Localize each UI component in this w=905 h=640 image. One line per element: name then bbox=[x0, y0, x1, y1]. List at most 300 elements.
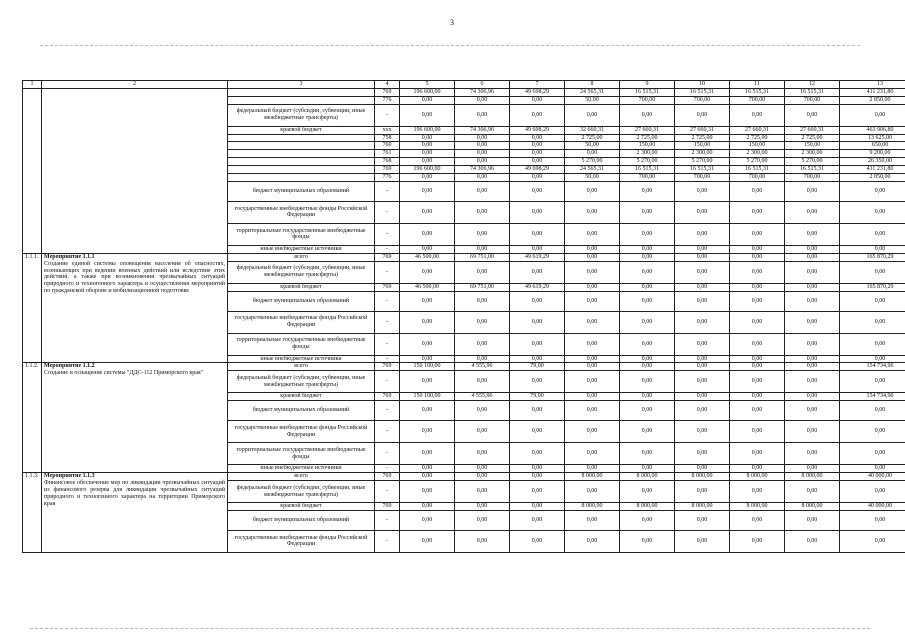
code-cell: - bbox=[375, 311, 400, 333]
value-cell: 8 000,00 bbox=[620, 473, 675, 481]
value-cell: 0,00 bbox=[785, 371, 840, 393]
code-cell: - bbox=[375, 401, 400, 421]
value-cell: 0,00 bbox=[400, 96, 455, 104]
value-cell: 49 698,29 bbox=[510, 126, 565, 134]
value-cell: 0,00 bbox=[730, 393, 785, 401]
total-cell: 40 000,00 bbox=[840, 473, 905, 481]
total-cell: 0,00 bbox=[840, 443, 905, 465]
value-cell: 74 306,96 bbox=[455, 88, 510, 96]
source-cell: бюджет муниципальных образований bbox=[228, 401, 375, 421]
value-cell: 0,00 bbox=[510, 174, 565, 182]
code-cell: - bbox=[375, 371, 400, 393]
source-cell bbox=[228, 150, 375, 158]
activity-description: Создание и оснащение системы "ДДС-112 Приморского края" bbox=[44, 370, 204, 377]
value-cell: 0,00 bbox=[455, 530, 510, 552]
value-cell: 8 000,00 bbox=[785, 503, 840, 511]
table-row bbox=[23, 253, 905, 261]
source-cell bbox=[228, 174, 375, 182]
value-cell: 0,00 bbox=[675, 355, 730, 363]
value-cell: 0,00 bbox=[455, 465, 510, 473]
value-cell: 0,00 bbox=[675, 465, 730, 473]
value-cell: 16 515,31 bbox=[620, 166, 675, 174]
value-cell: 0,00 bbox=[785, 253, 840, 261]
value-cell: 150,00 bbox=[675, 142, 730, 150]
value-cell: 700,00 bbox=[620, 96, 675, 104]
value-cell: 0,00 bbox=[785, 530, 840, 552]
value-cell: 0,00 bbox=[730, 443, 785, 465]
dashed-rule-bottom bbox=[30, 628, 870, 629]
value-cell: 0,00 bbox=[785, 393, 840, 401]
value-cell: 0,00 bbox=[730, 355, 785, 363]
source-cell: всего bbox=[228, 363, 375, 371]
code-cell: - bbox=[375, 261, 400, 283]
code-cell: ххх bbox=[375, 126, 400, 134]
value-cell: 0,00 bbox=[785, 311, 840, 333]
value-cell: 0,00 bbox=[675, 283, 730, 291]
total-cell: 26 350,00 bbox=[840, 158, 905, 166]
value-cell: 0,00 bbox=[675, 201, 730, 223]
total-cell: 0,00 bbox=[840, 333, 905, 355]
value-cell: 0,00 bbox=[565, 283, 620, 291]
value-cell: 0,00 bbox=[400, 150, 455, 158]
value-cell: 46 500,00 bbox=[400, 253, 455, 261]
value-cell: 0,00 bbox=[785, 421, 840, 443]
header-cell: 6 bbox=[455, 81, 510, 89]
source-cell: иные внебюджетные источники bbox=[228, 465, 375, 473]
source-cell: территориальные государственные внебюджетные фонды bbox=[228, 443, 375, 465]
activity-id: 1.1.1. bbox=[23, 253, 42, 363]
source-cell: федеральный бюджет (субсидии, субвенции, иные межбюджетные трансферты) bbox=[228, 481, 375, 503]
value-cell: 4 555,96 bbox=[455, 393, 510, 401]
value-cell: 0,00 bbox=[400, 134, 455, 142]
value-cell: 0,00 bbox=[510, 261, 565, 283]
value-cell: 0,00 bbox=[620, 355, 675, 363]
value-cell: 74 306,96 bbox=[455, 166, 510, 174]
header-cell: 12 bbox=[785, 81, 840, 89]
value-cell: 0,00 bbox=[620, 481, 675, 503]
value-cell: 0,00 bbox=[400, 371, 455, 393]
value-cell: 0,00 bbox=[730, 481, 785, 503]
value-cell: 0,00 bbox=[620, 181, 675, 201]
code-cell: - bbox=[375, 510, 400, 530]
value-cell: 150 100,00 bbox=[400, 393, 455, 401]
value-cell: 0,00 bbox=[510, 421, 565, 443]
total-cell: 0,00 bbox=[840, 355, 905, 363]
code-cell: - bbox=[375, 443, 400, 465]
total-cell: 40 000,00 bbox=[840, 503, 905, 511]
value-cell: 0,00 bbox=[455, 503, 510, 511]
value-cell: 0,00 bbox=[620, 261, 675, 283]
value-cell: 0,00 bbox=[455, 181, 510, 201]
value-cell: 0,00 bbox=[510, 503, 565, 511]
value-cell: 0,00 bbox=[455, 134, 510, 142]
value-cell: 16 515,31 bbox=[785, 166, 840, 174]
value-cell: 196 600,00 bbox=[400, 88, 455, 96]
value-cell: 0,00 bbox=[400, 311, 455, 333]
value-cell: 0,00 bbox=[565, 311, 620, 333]
id-cell-empty bbox=[23, 88, 42, 253]
total-cell: 9 200,00 bbox=[840, 150, 905, 158]
value-cell: 0,00 bbox=[455, 261, 510, 283]
value-cell: 2 725,00 bbox=[620, 134, 675, 142]
total-cell: 0,00 bbox=[840, 311, 905, 333]
source-cell: бюджет муниципальных образований bbox=[228, 181, 375, 201]
value-cell: 49 619,29 bbox=[510, 253, 565, 261]
value-cell: 0,00 bbox=[620, 371, 675, 393]
value-cell: 0,00 bbox=[675, 333, 730, 355]
value-cell: 0,00 bbox=[400, 401, 455, 421]
source-cell: бюджет муниципальных образований bbox=[228, 291, 375, 311]
header-cell: 8 bbox=[565, 81, 620, 89]
value-cell: 0,00 bbox=[455, 421, 510, 443]
desc-cell-empty bbox=[42, 88, 228, 253]
value-cell: 0,00 bbox=[400, 261, 455, 283]
total-cell: 0,00 bbox=[840, 371, 905, 393]
value-cell: 0,00 bbox=[675, 371, 730, 393]
total-cell: 411 231,80 bbox=[840, 88, 905, 96]
value-cell: 5 270,00 bbox=[785, 158, 840, 166]
value-cell: 5 270,00 bbox=[620, 158, 675, 166]
total-cell: 463 906,80 bbox=[840, 126, 905, 134]
value-cell: 50,00 bbox=[565, 174, 620, 182]
activity-desc-cell bbox=[42, 363, 228, 473]
total-cell: 0,00 bbox=[840, 465, 905, 473]
value-cell: 0,00 bbox=[510, 333, 565, 355]
header-cell: 4 bbox=[375, 81, 400, 89]
total-cell: 0,00 bbox=[840, 201, 905, 223]
value-cell: 0,00 bbox=[510, 510, 565, 530]
value-cell: 0,00 bbox=[620, 201, 675, 223]
total-cell: 0,00 bbox=[840, 245, 905, 253]
value-cell: 0,00 bbox=[785, 333, 840, 355]
value-cell: 0,00 bbox=[510, 150, 565, 158]
value-cell: 0,00 bbox=[620, 530, 675, 552]
value-cell: 0,00 bbox=[510, 311, 565, 333]
value-cell: 700,00 bbox=[675, 174, 730, 182]
value-cell: 0,00 bbox=[455, 510, 510, 530]
total-cell: 0,00 bbox=[840, 530, 905, 552]
table-row bbox=[23, 473, 905, 481]
value-cell: 16 515,31 bbox=[785, 88, 840, 96]
value-cell: 8 000,00 bbox=[620, 503, 675, 511]
value-cell: 0,00 bbox=[730, 363, 785, 371]
budget-table bbox=[22, 80, 905, 553]
value-cell: 0,00 bbox=[730, 401, 785, 421]
code-cell: - bbox=[375, 481, 400, 503]
header-cell: 11 bbox=[730, 81, 785, 89]
value-cell: 2 300,00 bbox=[785, 150, 840, 158]
value-cell: 50,00 bbox=[565, 96, 620, 104]
source-cell bbox=[228, 88, 375, 96]
source-cell: иные внебюджетные источники bbox=[228, 355, 375, 363]
activity-desc-cell bbox=[42, 253, 228, 363]
total-cell: 0,00 bbox=[840, 510, 905, 530]
code-cell: 758 bbox=[375, 134, 400, 142]
value-cell: 0,00 bbox=[510, 96, 565, 104]
value-cell: 0,00 bbox=[455, 355, 510, 363]
value-cell: 0,00 bbox=[510, 245, 565, 253]
code-cell: - bbox=[375, 421, 400, 443]
value-cell: 0,00 bbox=[400, 530, 455, 552]
code-cell: - bbox=[375, 181, 400, 201]
value-cell: 0,00 bbox=[565, 393, 620, 401]
value-cell: 0,00 bbox=[675, 104, 730, 126]
dashed-rule-top bbox=[40, 45, 860, 46]
value-cell: 0,00 bbox=[565, 223, 620, 245]
value-cell: 0,00 bbox=[675, 510, 730, 530]
value-cell: 0,00 bbox=[400, 245, 455, 253]
code-cell: 769 bbox=[375, 283, 400, 291]
code-cell: 776 bbox=[375, 174, 400, 182]
activity-title: Мероприятие 1.1.3 bbox=[44, 473, 95, 480]
value-cell: 0,00 bbox=[785, 283, 840, 291]
value-cell: 0,00 bbox=[565, 363, 620, 371]
value-cell: 0,00 bbox=[455, 142, 510, 150]
value-cell: 24 565,31 bbox=[565, 88, 620, 96]
value-cell: 0,00 bbox=[455, 481, 510, 503]
value-cell: 32 660,31 bbox=[565, 126, 620, 134]
value-cell: 2 725,00 bbox=[565, 134, 620, 142]
page-number: 3 bbox=[450, 18, 454, 27]
value-cell: 0,00 bbox=[400, 481, 455, 503]
activity-title: Мероприятие 1.1.1 bbox=[44, 253, 95, 260]
value-cell: 74 306,96 bbox=[455, 126, 510, 134]
source-cell bbox=[228, 142, 375, 150]
value-cell: 150 100,00 bbox=[400, 363, 455, 371]
header-cell: 9 bbox=[620, 81, 675, 89]
value-cell: 2 300,00 bbox=[730, 150, 785, 158]
value-cell: 0,00 bbox=[785, 481, 840, 503]
value-cell: 46 500,00 bbox=[400, 283, 455, 291]
total-cell: 0,00 bbox=[840, 261, 905, 283]
value-cell: 0,00 bbox=[455, 443, 510, 465]
total-cell: 154 734,96 bbox=[840, 393, 905, 401]
value-cell: 0,00 bbox=[455, 245, 510, 253]
value-cell: 0,00 bbox=[730, 291, 785, 311]
value-cell: 0,00 bbox=[565, 443, 620, 465]
value-cell: 0,00 bbox=[455, 473, 510, 481]
value-cell: 0,00 bbox=[785, 401, 840, 421]
total-cell: 0,00 bbox=[840, 291, 905, 311]
value-cell: 0,00 bbox=[620, 311, 675, 333]
total-cell: 0,00 bbox=[840, 223, 905, 245]
total-cell: 2 850,00 bbox=[840, 96, 905, 104]
value-cell: 79,00 bbox=[510, 363, 565, 371]
value-cell: 0,00 bbox=[620, 283, 675, 291]
header-row bbox=[23, 81, 905, 89]
value-cell: 0,00 bbox=[730, 421, 785, 443]
source-cell: краевой бюджет bbox=[228, 503, 375, 511]
value-cell: 0,00 bbox=[675, 253, 730, 261]
value-cell: 0,00 bbox=[400, 503, 455, 511]
value-cell: 0,00 bbox=[565, 510, 620, 530]
value-cell: 700,00 bbox=[785, 96, 840, 104]
value-cell: 0,00 bbox=[675, 311, 730, 333]
value-cell: 700,00 bbox=[620, 174, 675, 182]
total-cell: 165 870,29 bbox=[840, 253, 905, 261]
activity-desc-cell bbox=[42, 473, 228, 553]
value-cell: 5 270,00 bbox=[730, 158, 785, 166]
total-cell: 0,00 bbox=[840, 104, 905, 126]
value-cell: 0,00 bbox=[510, 201, 565, 223]
code-cell: - bbox=[375, 333, 400, 355]
value-cell: 700,00 bbox=[785, 174, 840, 182]
value-cell: 0,00 bbox=[785, 355, 840, 363]
value-cell: 69 751,00 bbox=[455, 283, 510, 291]
source-cell: краевой бюджет bbox=[228, 283, 375, 291]
value-cell: 0,00 bbox=[785, 363, 840, 371]
value-cell: 8 000,00 bbox=[785, 473, 840, 481]
value-cell: 69 751,00 bbox=[455, 253, 510, 261]
value-cell: 27 660,31 bbox=[730, 126, 785, 134]
value-cell: 0,00 bbox=[620, 223, 675, 245]
value-cell: 0,00 bbox=[675, 481, 730, 503]
value-cell: 0,00 bbox=[785, 291, 840, 311]
value-cell: 0,00 bbox=[455, 201, 510, 223]
value-cell: 0,00 bbox=[510, 443, 565, 465]
value-cell: 0,00 bbox=[620, 393, 675, 401]
value-cell: 0,00 bbox=[730, 181, 785, 201]
value-cell: 0,00 bbox=[400, 201, 455, 223]
value-cell: 0,00 bbox=[675, 181, 730, 201]
value-cell: 0,00 bbox=[455, 371, 510, 393]
value-cell: 0,00 bbox=[565, 401, 620, 421]
code-cell: - bbox=[375, 104, 400, 126]
value-cell: 196 600,00 bbox=[400, 126, 455, 134]
value-cell: 700,00 bbox=[730, 96, 785, 104]
value-cell: 0,00 bbox=[620, 104, 675, 126]
value-cell: 0,00 bbox=[730, 223, 785, 245]
activity-id: 1.1.2. bbox=[23, 363, 42, 473]
source-cell: федеральный бюджет (субсидии, субвенции, иные межбюджетные трансферты) bbox=[228, 371, 375, 393]
value-cell: 0,00 bbox=[455, 311, 510, 333]
value-cell: 0,00 bbox=[675, 421, 730, 443]
source-cell bbox=[228, 166, 375, 174]
total-cell: 0,00 bbox=[840, 481, 905, 503]
table-row bbox=[23, 88, 905, 96]
source-cell: всего bbox=[228, 253, 375, 261]
value-cell: 0,00 bbox=[675, 223, 730, 245]
value-cell: 0,00 bbox=[565, 530, 620, 552]
value-cell: 0,00 bbox=[455, 96, 510, 104]
value-cell: 0,00 bbox=[785, 261, 840, 283]
value-cell: 0,00 bbox=[785, 181, 840, 201]
value-cell: 5 270,00 bbox=[565, 158, 620, 166]
table-body bbox=[23, 81, 905, 553]
value-cell: 16 515,31 bbox=[730, 166, 785, 174]
source-cell: федеральный бюджет (субсидии, субвенции, иные межбюджетные трансферты) bbox=[228, 261, 375, 283]
code-cell: 769 bbox=[375, 363, 400, 371]
value-cell: 49 619,29 bbox=[510, 283, 565, 291]
value-cell: 0,00 bbox=[455, 291, 510, 311]
header-cell: 3 bbox=[228, 81, 375, 89]
value-cell: 0,00 bbox=[510, 530, 565, 552]
value-cell: 0,00 bbox=[400, 473, 455, 481]
value-cell: 0,00 bbox=[675, 401, 730, 421]
value-cell: 0,00 bbox=[785, 201, 840, 223]
value-cell: 0,00 bbox=[510, 473, 565, 481]
header-cell: 2 bbox=[42, 81, 228, 89]
value-cell: 0,00 bbox=[675, 291, 730, 311]
value-cell: 0,00 bbox=[565, 465, 620, 473]
total-cell: 0,00 bbox=[840, 421, 905, 443]
value-cell: 0,00 bbox=[400, 355, 455, 363]
total-cell: 0,00 bbox=[840, 181, 905, 201]
code-cell: 769 bbox=[375, 503, 400, 511]
value-cell: 196 600,00 bbox=[400, 166, 455, 174]
value-cell: 0,00 bbox=[730, 283, 785, 291]
source-cell: территориальные государственные внебюджетные фонды bbox=[228, 333, 375, 355]
value-cell: 27 660,31 bbox=[675, 126, 730, 134]
value-cell: 150,00 bbox=[785, 142, 840, 150]
value-cell: 2 300,00 bbox=[620, 150, 675, 158]
source-cell bbox=[228, 96, 375, 104]
value-cell: 0,00 bbox=[565, 201, 620, 223]
value-cell: 0,00 bbox=[785, 510, 840, 530]
value-cell: 0,00 bbox=[620, 421, 675, 443]
value-cell: 79,00 bbox=[510, 393, 565, 401]
value-cell: 8 000,00 bbox=[675, 473, 730, 481]
activity-id: 1.1.3. bbox=[23, 473, 42, 553]
value-cell: 8 000,00 bbox=[565, 473, 620, 481]
value-cell: 16 515,31 bbox=[675, 88, 730, 96]
value-cell: 0,00 bbox=[675, 530, 730, 552]
value-cell: 0,00 bbox=[510, 481, 565, 503]
code-cell: 769 bbox=[375, 88, 400, 96]
source-cell: всего bbox=[228, 473, 375, 481]
value-cell: 0,00 bbox=[510, 158, 565, 166]
value-cell: 2 725,00 bbox=[730, 134, 785, 142]
code-cell: 761 bbox=[375, 150, 400, 158]
value-cell: 0,00 bbox=[455, 401, 510, 421]
value-cell: 0,00 bbox=[730, 510, 785, 530]
value-cell: 0,00 bbox=[510, 104, 565, 126]
code-cell: - bbox=[375, 201, 400, 223]
value-cell: 0,00 bbox=[510, 142, 565, 150]
value-cell: 0,00 bbox=[620, 333, 675, 355]
value-cell: 0,00 bbox=[620, 401, 675, 421]
total-cell: 154 734,96 bbox=[840, 363, 905, 371]
value-cell: 0,00 bbox=[620, 465, 675, 473]
value-cell: 0,00 bbox=[400, 421, 455, 443]
value-cell: 0,00 bbox=[675, 393, 730, 401]
value-cell: 0,00 bbox=[510, 355, 565, 363]
value-cell: 2 725,00 bbox=[785, 134, 840, 142]
code-cell: 769 bbox=[375, 253, 400, 261]
table-row bbox=[23, 363, 905, 371]
code-cell: - bbox=[375, 245, 400, 253]
header-cell: 13 bbox=[840, 81, 905, 89]
value-cell: 2 300,00 bbox=[675, 150, 730, 158]
value-cell: 0,00 bbox=[730, 201, 785, 223]
value-cell: 2 725,00 bbox=[675, 134, 730, 142]
code-cell: 769 bbox=[375, 393, 400, 401]
source-cell: государственные внебюджетные фонды Российской Федерации bbox=[228, 421, 375, 443]
header-cell: 7 bbox=[510, 81, 565, 89]
activity-title: Мероприятие 1.1.2 bbox=[44, 363, 95, 370]
value-cell: 8 000,00 bbox=[565, 503, 620, 511]
code-cell: - bbox=[375, 291, 400, 311]
value-cell: 0,00 bbox=[400, 158, 455, 166]
value-cell: 0,00 bbox=[455, 174, 510, 182]
value-cell: 0,00 bbox=[730, 333, 785, 355]
value-cell: 150,00 bbox=[620, 142, 675, 150]
value-cell: 0,00 bbox=[565, 355, 620, 363]
value-cell: 700,00 bbox=[675, 96, 730, 104]
source-cell bbox=[228, 134, 375, 142]
code-cell: 768 bbox=[375, 158, 400, 166]
value-cell: 0,00 bbox=[455, 158, 510, 166]
